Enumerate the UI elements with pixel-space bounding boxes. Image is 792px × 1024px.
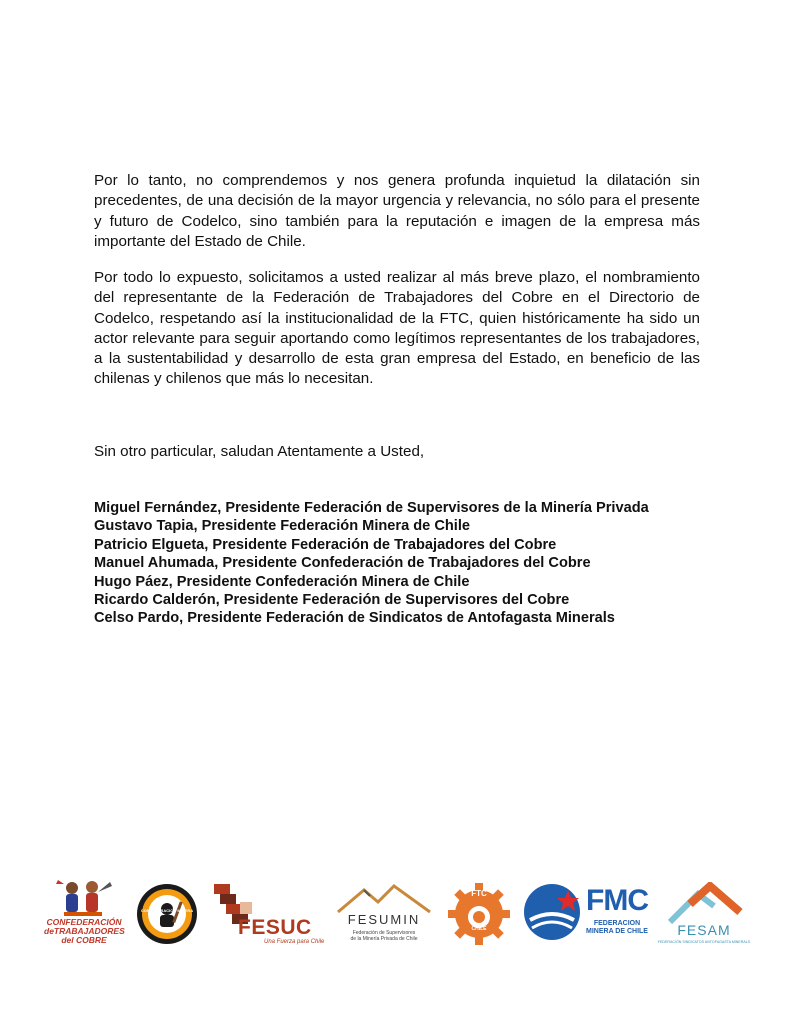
- closing-salutation: Sin otro particular, saludan Atentamente a Usted,: [94, 443, 425, 460]
- ctc-caption-3: del COBRE: [61, 935, 107, 945]
- workers-figure-icon: [44, 878, 124, 918]
- peak-arrow-icon: [664, 882, 744, 924]
- fesumin-sub-1: Federación de Supervisores: [352, 930, 416, 936]
- fmc-wordmark: FMC: [586, 884, 648, 917]
- fmc-sub-1: FEDERACION: [593, 920, 641, 927]
- fesumin-sub-2: de la Minería Privada de Chile: [350, 936, 418, 942]
- signature-block: [94, 499, 734, 628]
- ctc-logo: [44, 878, 124, 950]
- ftc-sub: CHILE: [471, 926, 487, 932]
- ctc-caption-2: deTRABAJADORES: [44, 926, 125, 936]
- fmc-logo: [522, 878, 650, 950]
- logo-strip: [44, 878, 754, 950]
- fesam-logo: [656, 878, 752, 950]
- fmc-sub-2: MINERA DE CHILE: [586, 928, 648, 935]
- signature-line: Miguel Fernández, Presidente Federación de Supervisores de la Minería Privada: [94, 500, 649, 516]
- body-paragraph-1: Por lo tanto, no comprendemos y nos genera profunda inquietud la dilatación sin precedentes, de una decisión de la mayor urgencia y relevancia, no sólo para el presente y futuro de Codelco, sino también para la reputación e imagen de la empresa más importante del Estado de Chile.: [94, 172, 700, 250]
- fesuc-wordmark: FESUC: [238, 916, 312, 939]
- signature-line: Hugo Páez, Presidente Confederación Minera de Chile: [94, 573, 470, 590]
- ftc-wordmark: FTC: [471, 889, 487, 898]
- signature-line: Manuel Ahumada, Presidente Confederación de Trabajadores del Cobre: [94, 555, 591, 572]
- fesam-sub: FEDERACIÓN SINDICATOS ANTOFAGASTA MINERALS: [657, 940, 751, 944]
- body-paragraph-2: Por todo lo expuesto, solicitamos a usted realizar al más breve plazo, el nombramiento del representante de la Federación de Trabajadores del Cobre en el Directorio de Codelco, respetando así la institucionalidad de la FTC, quien históricamente ha sido un actor relevante para seguir aportando como legítimos representantes de los trabajadores, a la sustentabilidad y desarrollo de esta gran empresa del Estado, en beneficio de las chilenas y chilenos que más lo necesitan.: [94, 269, 700, 388]
- fesam-wordmark: FESAM: [677, 922, 731, 938]
- cmc-ring-text: CONFEDERACIÓN MINERA: [140, 908, 194, 913]
- fesuc-logo: [208, 878, 325, 950]
- fesuc-tagline: Una Fuerza para Chile: [264, 939, 325, 945]
- fesumin-logo: [334, 878, 434, 950]
- mining-seal-icon: [134, 881, 200, 947]
- cmc-logo: [134, 878, 200, 950]
- signature-line: Patricio Elgueta, Presidente Federación de Trabajadores del Cobre: [94, 536, 557, 553]
- signature-line: Ricardo Calderón, Presidente Federación de Supervisores del Cobre: [94, 592, 570, 609]
- signature-line: Celso Pardo, Presidente Federación de Sindicatos de Antofagasta Minerals: [94, 610, 615, 627]
- ftc-logo: [446, 878, 512, 950]
- fesumin-wordmark: FESUMIN: [347, 912, 421, 927]
- mountain-icon: [334, 882, 434, 916]
- globe-star-icon: [522, 882, 582, 942]
- signature-line: Gustavo Tapia, Presidente Federación Minera de Chile: [94, 518, 471, 535]
- ctc-caption-1: CONFEDERACIÓN: [46, 917, 122, 927]
